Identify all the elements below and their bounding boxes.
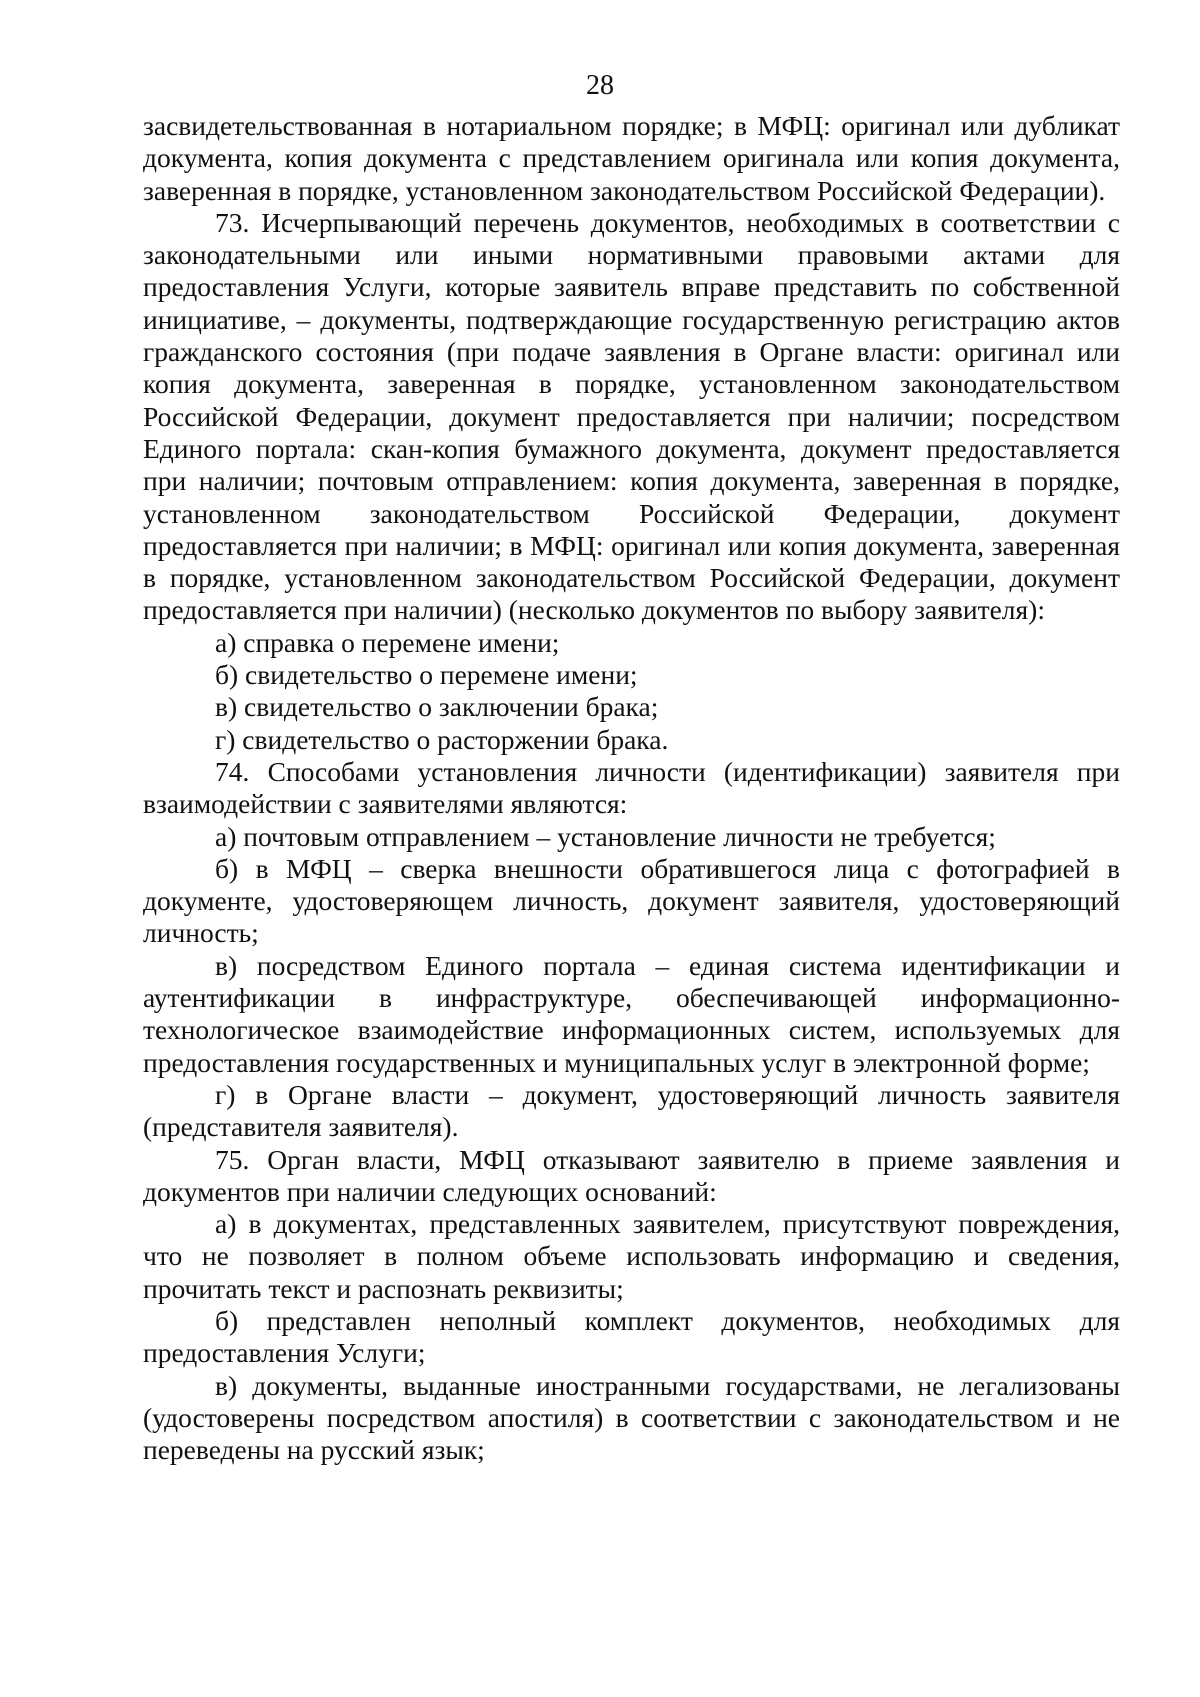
list-item-74-b: б) в МФЦ – сверка внешности обратившегося лица с фотографией в документе, удостоверяющем личность, документ заявителя, удостоверяющий личность; [143, 852, 1120, 949]
list-item-73-b: б) свидетельство о перемене имени; [215, 659, 638, 691]
list-item-73-v: в) свидетельство о заключении брака; [215, 691, 659, 723]
list-item-73-a: а) справка о перемене имени; [215, 626, 560, 658]
paragraph-continuation: засвидетельствованная в нотариальном порядке; в МФЦ: оригинал или дубликат документа, копия документа с представлением оригинала или копия документа, заверенная в порядке, установленном законодательством Российской Федерации). [143, 110, 1120, 206]
list-item-74-a: а) почтовым отправлением – установление личности не требуется; [215, 820, 996, 852]
paragraph-74: 74. Способами установления личности (идентификации) заявителя при взаимодействии с заявителями являются: [143, 755, 1120, 820]
list-item-73-g: г) свидетельство о расторжении брака. [215, 723, 669, 755]
list-item-75-b: б) представлен неполный комплект документов, необходимых для предоставления Услуги; [143, 1304, 1120, 1369]
list-item-75-v: в) документы, выданные иностранными государствами, не легализованы (удостоверены посредством апостиля) в соответствии с законодательством и не переведены на русский язык; [143, 1369, 1120, 1466]
paragraph-73: 73. Исчерпывающий перечень документов, необходимых в соответствии с законодательными или иными нормативными правовыми актами для предоставления Услуги, которые заявитель вправе представить по собственной инициативе, – документы, подтверждающие государственную регистрацию актов гражданского состояния (при подаче заявления в Органе власти: оригинал или копия документа, заверенная в порядке, установленном законодательством Российской Федерации, документ предоставляется при наличии; посредством Единого портала: скан-копия бумажного документа, документ предоставляется при наличии; почтовым отправлением: копия документа, заверенная в порядке, установленном законодательством Российской Федерации, документ предоставляется при наличии; в МФЦ: оригинал или копия документа, заверенная в порядке, установленном законодательством Российской Федерации, документ предоставляется при наличии) (несколько документов по выбору заявителя): [143, 206, 1120, 626]
page-number: 28 [586, 70, 614, 101]
list-item-74-v: в) посредством Единого портала – единая система идентификации и аутентификации в инфраструктуре, обеспечивающей информационно-технологическое взаимодействие информационных систем, используемых для предоставления государственных и муниципальных услуг в электронной форме; [143, 949, 1120, 1078]
list-item-75-a: а) в документах, представленных заявителем, присутствуют повреждения, что не позволяет в полном объеме использовать информацию и сведения, прочитать текст и распознать реквизиты; [143, 1208, 1120, 1304]
paragraph-75: 75. Орган власти, МФЦ отказывают заявителю в приеме заявления и документов при наличии следующих оснований: [143, 1143, 1120, 1207]
list-item-74-g: г) в Органе власти – документ, удостоверяющий личность заявителя (представителя заявителя). [143, 1078, 1120, 1143]
document-body [143, 110, 1120, 1466]
